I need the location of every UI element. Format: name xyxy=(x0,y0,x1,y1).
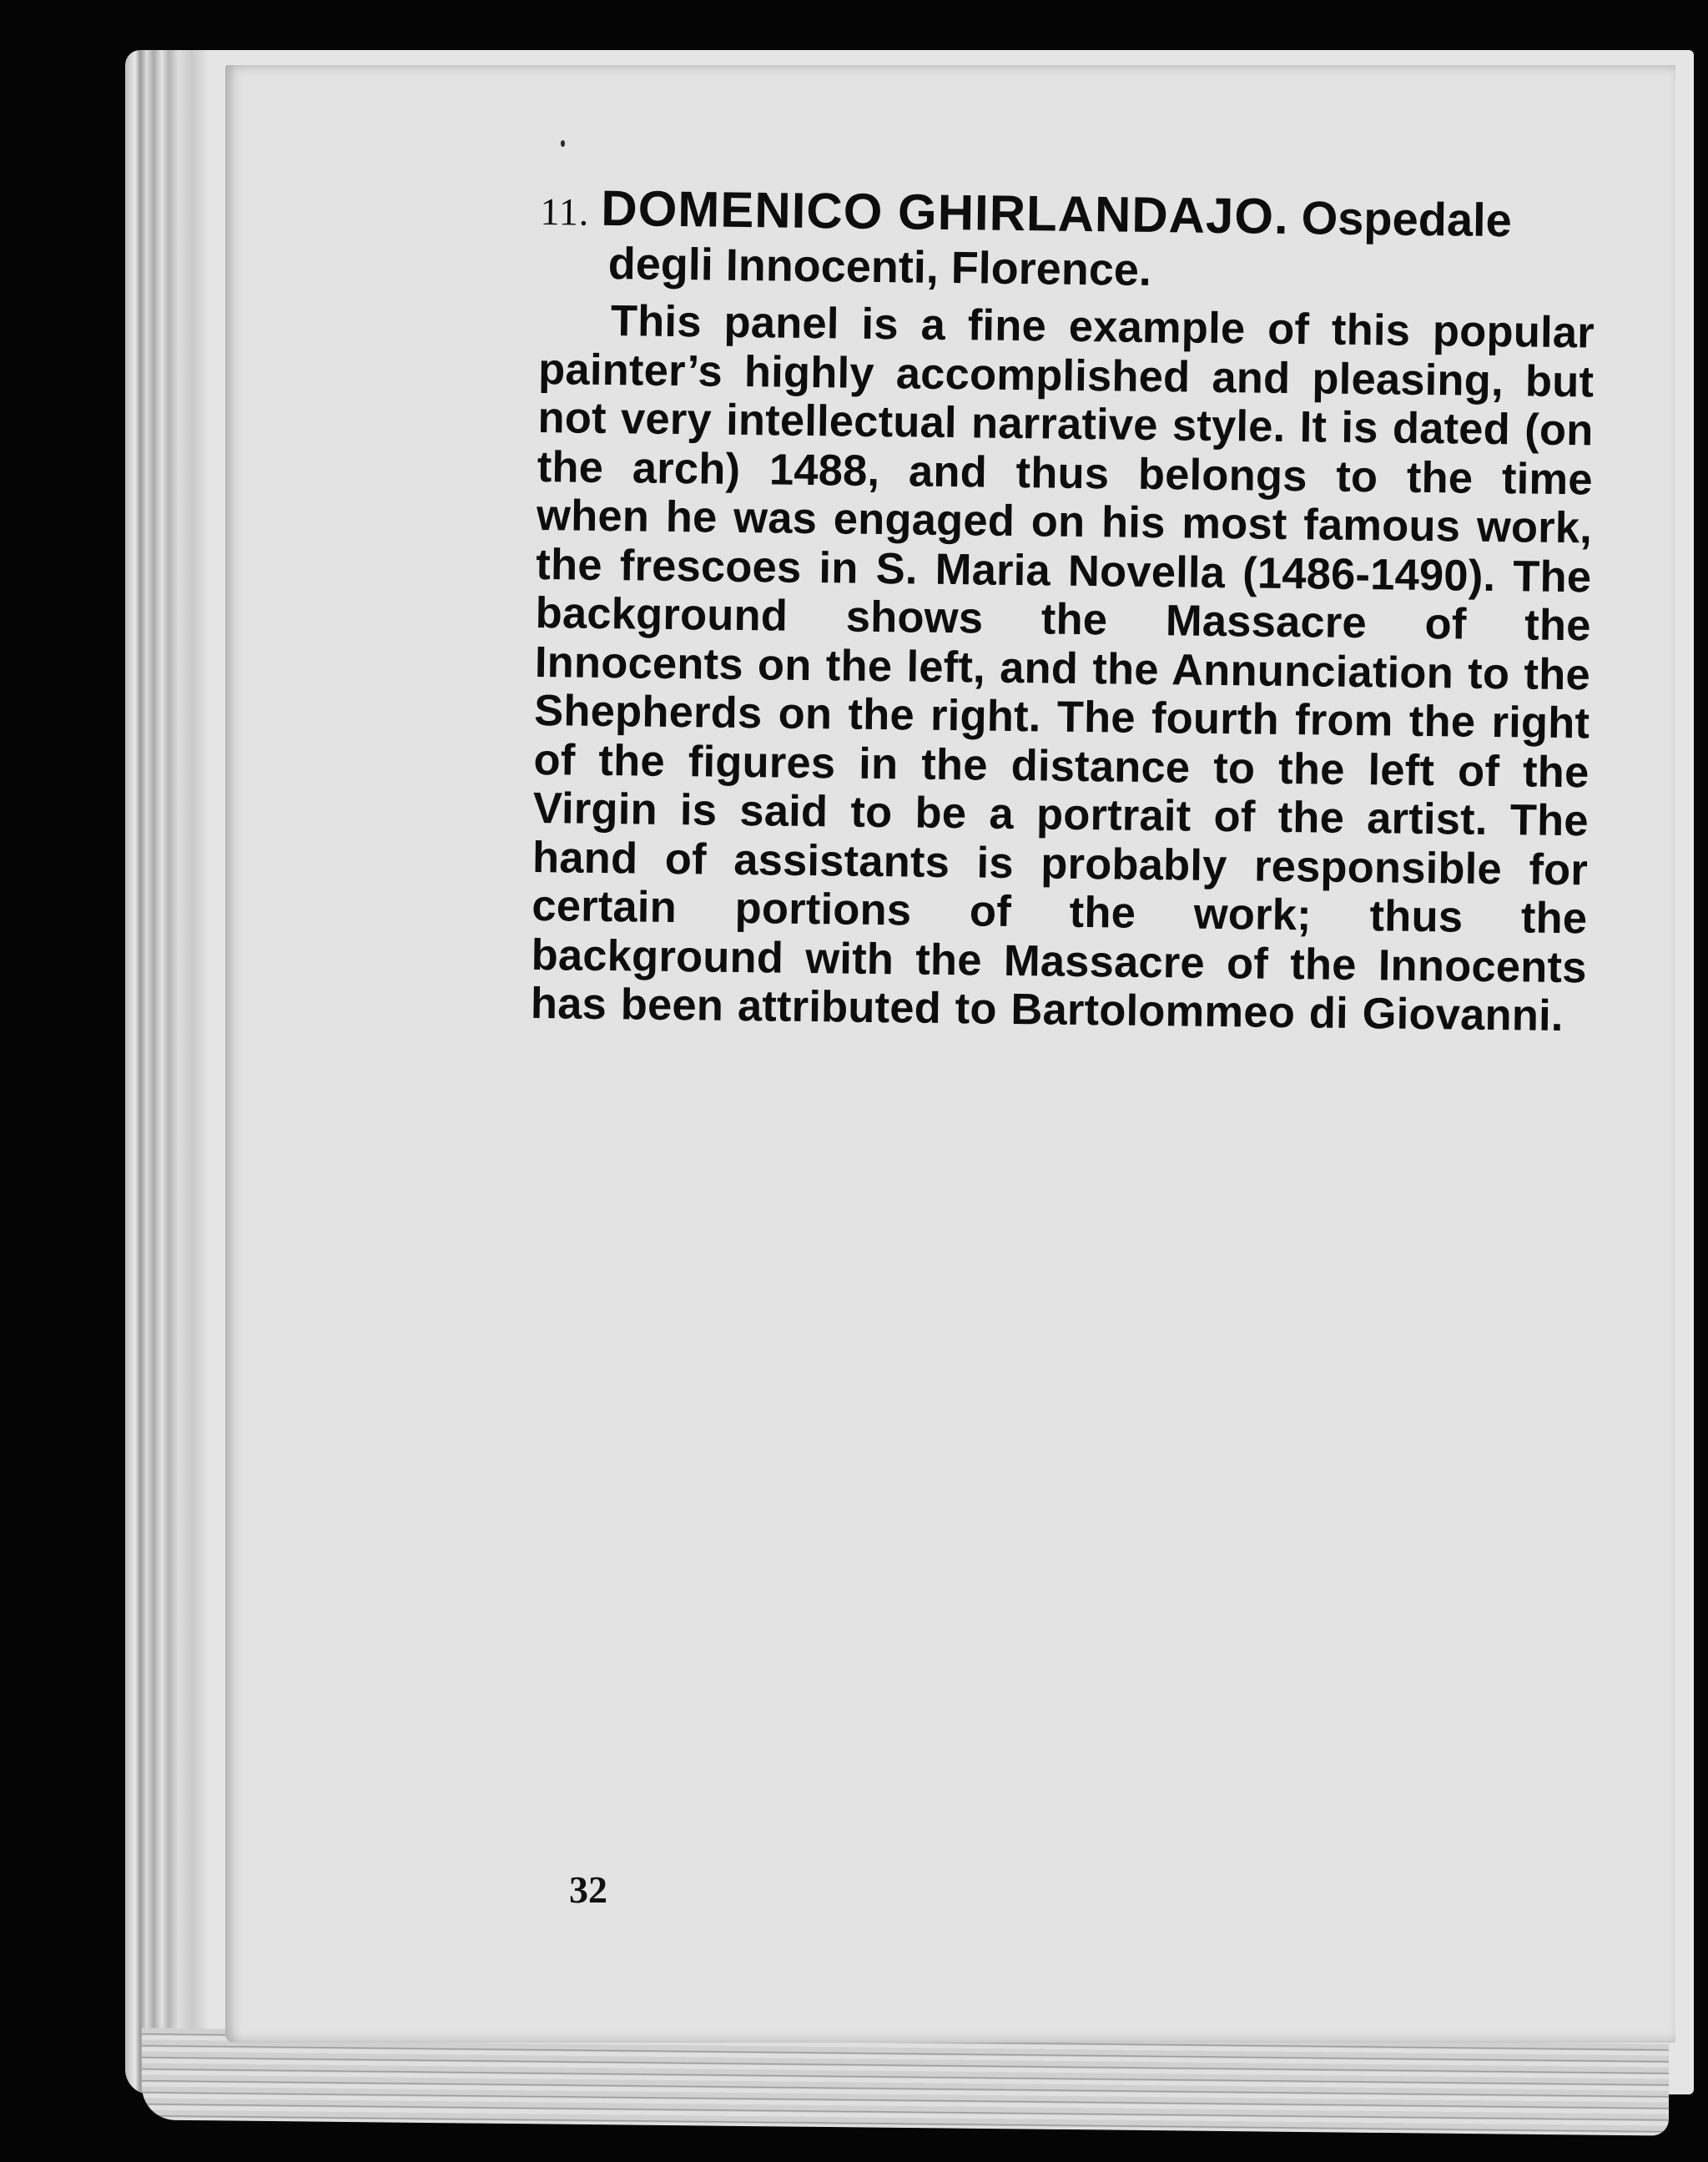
catalogue-entry xyxy=(530,179,1596,1041)
dust-speck xyxy=(561,140,565,147)
page-edges-bottom xyxy=(142,2028,1669,2135)
entry-heading xyxy=(539,179,1595,300)
location-line2: degli Innocenti, Florence. xyxy=(607,238,1152,295)
artist-name: DOMENICO GHIRLANDAJO. xyxy=(601,179,1290,244)
entry-description: This panel is a fine example of this popular painter’s highly accomplished and pleasing, but not very intellectual narrative style. It is dated (on the arch) 1488, and thus belongs to the time when he was engaged on his most famous work, the frescoes in S. Maria Novella (1486-1490). The background shows the Massacre of the Innocents on the left, and the Annunciation to the Shepherds on the right. The fourth from the right of the figures in the distance to the left of the Virgin is said to be a portrait of the artist. The hand of assistants is probably responsible for certain portions of the work; thus the background with the Massacre of the Innocents has been attributed to Bartolommeo di Giovanni. xyxy=(530,296,1595,1041)
entry-number: 11. xyxy=(540,189,590,234)
page-number: 32 xyxy=(569,1868,607,1911)
location-line1: Ospedale xyxy=(1301,191,1513,247)
